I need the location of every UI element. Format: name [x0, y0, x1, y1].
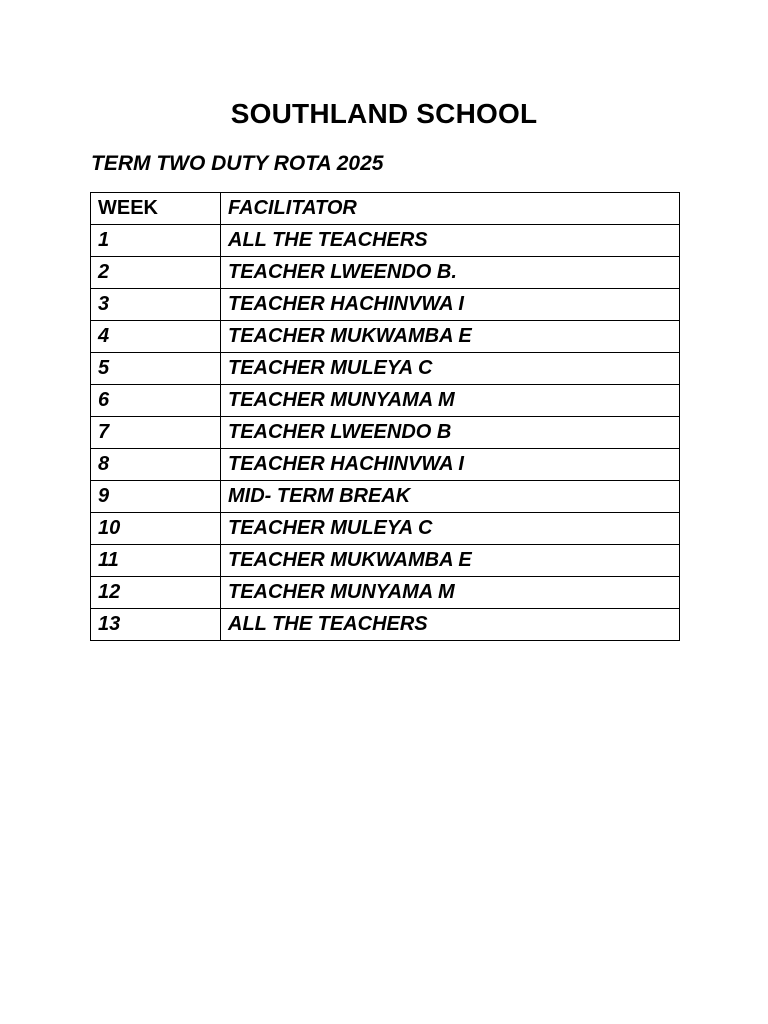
- facilitator-cell: TEACHER LWEENDO B.: [221, 257, 680, 289]
- page-title: SOUTHLAND SCHOOL: [230, 98, 538, 129]
- table-header-row: [91, 193, 680, 225]
- header-facilitator: FACILITATOR: [221, 193, 680, 225]
- table-row: [91, 481, 680, 513]
- table-row: [91, 577, 680, 609]
- table-row: [91, 353, 680, 385]
- table-row: [91, 257, 680, 289]
- table-row: [91, 513, 680, 545]
- week-cell: 8: [91, 449, 221, 481]
- week-cell: 11: [91, 545, 221, 577]
- week-cell: 6: [91, 385, 221, 417]
- table-row: [91, 385, 680, 417]
- week-cell: 9: [91, 481, 221, 513]
- facilitator-cell: TEACHER MUKWAMBA E: [221, 321, 680, 353]
- week-cell: 7: [91, 417, 221, 449]
- facilitator-cell: TEACHER HACHINVWA I: [221, 289, 680, 321]
- facilitator-cell: TEACHER MUKWAMBA E: [221, 545, 680, 577]
- table-row: [91, 225, 680, 257]
- facilitator-cell: MID- TERM BREAK: [221, 481, 680, 513]
- facilitator-cell: TEACHER MUNYAMA M: [221, 385, 680, 417]
- week-cell: 13: [91, 609, 221, 641]
- table-row: [91, 289, 680, 321]
- table-row: [91, 321, 680, 353]
- table-row: [91, 449, 680, 481]
- week-cell: 3: [91, 289, 221, 321]
- rota-subtitle: TERM TWO DUTY ROTA 2025: [91, 152, 384, 175]
- week-cell: 10: [91, 513, 221, 545]
- week-cell: 5: [91, 353, 221, 385]
- facilitator-cell: ALL THE TEACHERS: [221, 225, 680, 257]
- facilitator-cell: ALL THE TEACHERS: [221, 609, 680, 641]
- table-row: [91, 545, 680, 577]
- facilitator-cell: TEACHER MULEYA C: [221, 513, 680, 545]
- rota-table-body: [91, 193, 680, 641]
- duty-rota-table: [90, 192, 680, 641]
- week-cell: 4: [91, 321, 221, 353]
- facilitator-cell: TEACHER MULEYA C: [221, 353, 680, 385]
- week-cell: 2: [91, 257, 221, 289]
- week-cell: 12: [91, 577, 221, 609]
- header-week: WEEK: [91, 193, 221, 225]
- week-cell: 1: [91, 225, 221, 257]
- facilitator-cell: TEACHER HACHINVWA I: [221, 449, 680, 481]
- table-row: [91, 417, 680, 449]
- facilitator-cell: TEACHER LWEENDO B: [221, 417, 680, 449]
- facilitator-cell: TEACHER MUNYAMA M: [221, 577, 680, 609]
- table-row: [91, 609, 680, 641]
